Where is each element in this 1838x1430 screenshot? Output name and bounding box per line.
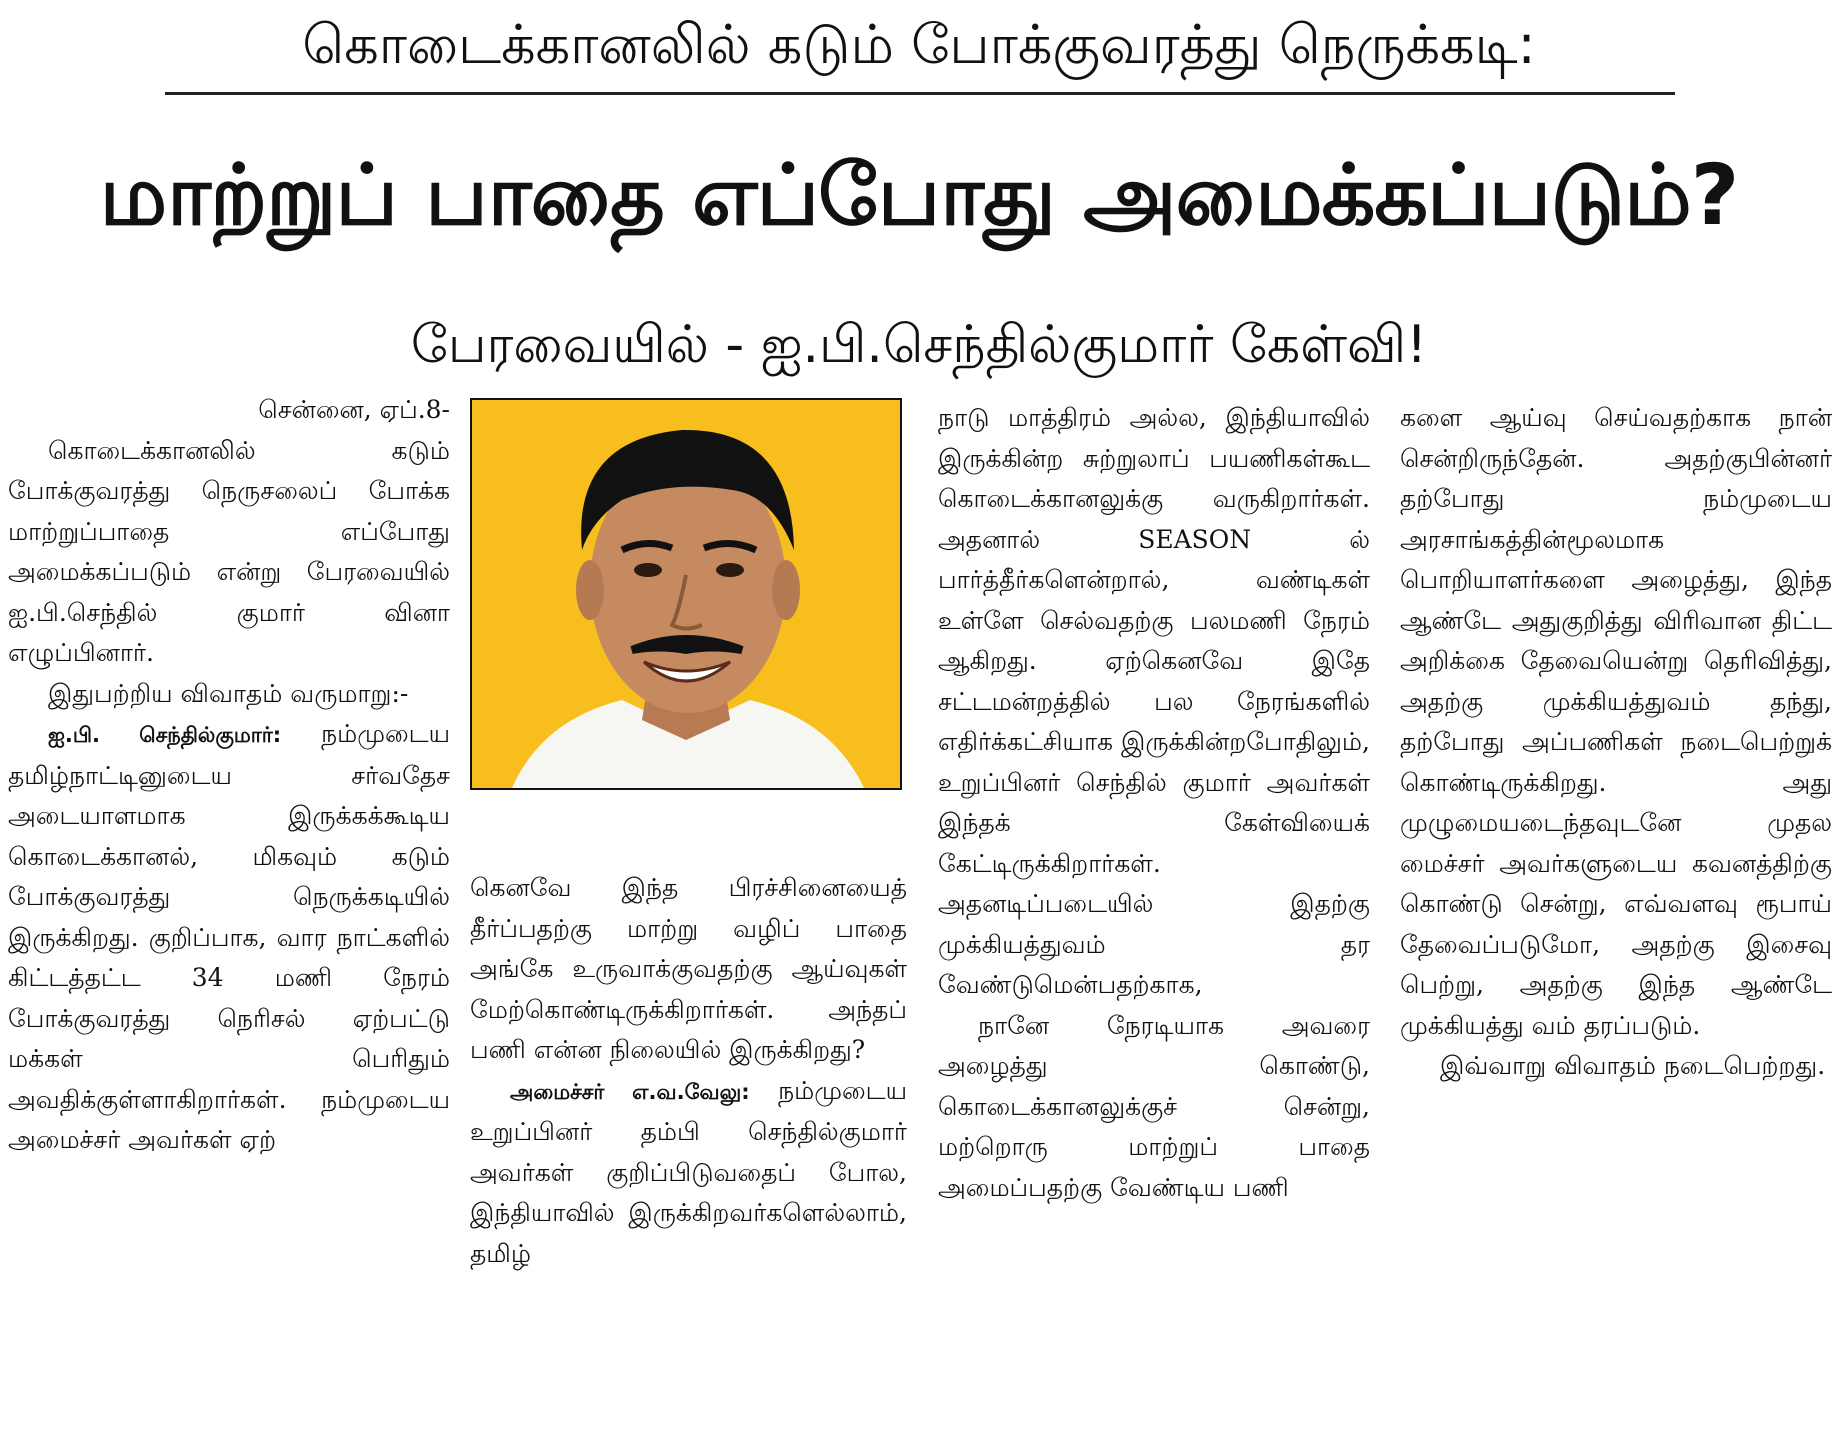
paragraph: நானே நேரடியாக அவரை அழைத்து கொண்டு, கொடைக்கானலுக்குச் சென்று, மற்றொரு மாற்றுப் பாதை அமைப்பதற்கு வேண்டிய பணி	[938, 1010, 1370, 1202]
article-column-3	[938, 398, 1370, 1430]
sub-headline: பேரவையில் - ஐ.பி.செந்தில்குமார் கேள்வி!	[410, 315, 1428, 375]
article-column-1	[8, 390, 450, 1430]
kicker-headline: கொடைக்கானலில் கடும் போக்குவரத்து நெருக்கடி:	[302, 13, 1536, 76]
dateline: சென்னை, ஏப்.8-	[258, 395, 450, 424]
speaker-name: ஐ.பி. செந்தில்குமார்:	[48, 723, 282, 747]
speech-text: நம்முடைய உறுப்பினர் தம்பி செந்தில்குமார் அவர்கள் குறிப்பிடுவதைப் போல, இந்தியாவில் இருக்கிறவர்களெல்லாம், தமிழ்	[470, 1075, 907, 1268]
paragraph: இவ்வாறு விவாதம் நடைபெற்றது.	[1440, 1051, 1826, 1080]
article-column-2	[470, 868, 907, 1430]
article-column-4	[1400, 398, 1832, 1430]
paragraph: கொடைக்கானலில் கடும் போக்குவரத்து நெருசலைப் போக்க மாற்றுப்பாதை எப்போது அமைக்கப்படும் என்று பேரவையில் ஐ.பி.செந்தில் குமார் வினா எழுப்பினார்.	[8, 435, 450, 667]
portrait-illustration	[472, 400, 900, 788]
paragraph: இதுபற்றிய விவாதம் வருமாறு:-	[48, 678, 409, 708]
speaker-name: அமைச்சர் எ.வ.வேலு:	[510, 1079, 750, 1104]
paragraph: கெனவே இந்த பிரச்சினையைத் தீர்ப்பதற்கு மாற்று வழிப் பாதை அங்கே உருவாக்குவதற்கு ஆய்வுகள் மேற்கொண்டிருக்கிறார்கள். அந்தப் பணி என்ன நிலையில் இருக்கிறது?	[470, 873, 907, 1064]
paragraph: களை ஆய்வு செய்வதற்காக நான் சென்றிருந்தேன். அதற்குபின்னர் தற்போது நம்முடைய அரசாங்கத்தின்மூலமாக பொறியாளர்களை அழைத்து, இந்த ஆண்டே அதுகுறித்து விரிவான திட்ட அறிக்கை தேவையென்று தெரிவித்து, அதற்கு முக்கியத்துவம் தந்து, தற்போது அப்பணிகள் நடைபெற்றுக் கொண்டிருக்கிறது. அது முழுமையடைந்தவுடனே முதல மைச்சர் அவர்களுடைய கவனத்திற்கு கொண்டு சென்று, எவ்வளவு ரூபாய் தேவைப்படுமோ, அதற்கு இசைவு பெற்று, அதற்கு இந்த ஆண்டே முக்கியத்து வம் தரப்படும்.	[1400, 403, 1832, 1040]
paragraph	[8, 714, 450, 1161]
paragraph: நாடு மாத்திரம் அல்ல, இந்தியாவில் இருக்கின்ற சுற்றுலாப் பயணிகள்கூட கொடைக்கானலுக்கு வருகிறார்கள். அதனால் SEASON ல் பார்த்தீர்களென்றால், வண்டிகள் உள்ளே செல்வதற்கு பலமணி நேரம் ஆகிறது. ஏற்கெனவே இதே சட்டமன்றத்தில் பல நேரங்களில் எதிர்க்கட்சியாக இருக்கின்றபோதிலும், உறுப்பினர் செந்தில் குமார் அவர்கள் இந்தக் கேள்வியைக் கேட்டிருக்கிறார்கள். அதனடிப்படையில் இதற்கு முக்கியத்துவம் தர வேண்டுமென்பதற்காக,	[938, 403, 1370, 999]
speech-text: நம்முடைய தமிழ்நாட்டினுடைய சர்வதேச அடையாளமாக இருக்கக்கூடிய கொடைக்கானல், மிகவும் கடும் போக்குவரத்து நெருக்கடியில் இருக்கிறது. குறிப்பாக, வார நாட்களில் கிட்டத்தட்ட 34 மணி நேரம் போக்குவரத்து நெரிசல் ஏற்பட்டு மக்கள் பெரிதும் அவதிக்குள்ளாகிறார்கள். நம்முடைய அமைச்சர் அவர்கள் ஏற்	[8, 719, 450, 1154]
main-headline: மாற்றுப் பாதை எப்போது அமைக்கப்படும்?	[99, 146, 1739, 244]
paragraph	[470, 1071, 907, 1275]
kicker-divider	[165, 92, 1675, 95]
portrait-photo	[470, 398, 902, 790]
